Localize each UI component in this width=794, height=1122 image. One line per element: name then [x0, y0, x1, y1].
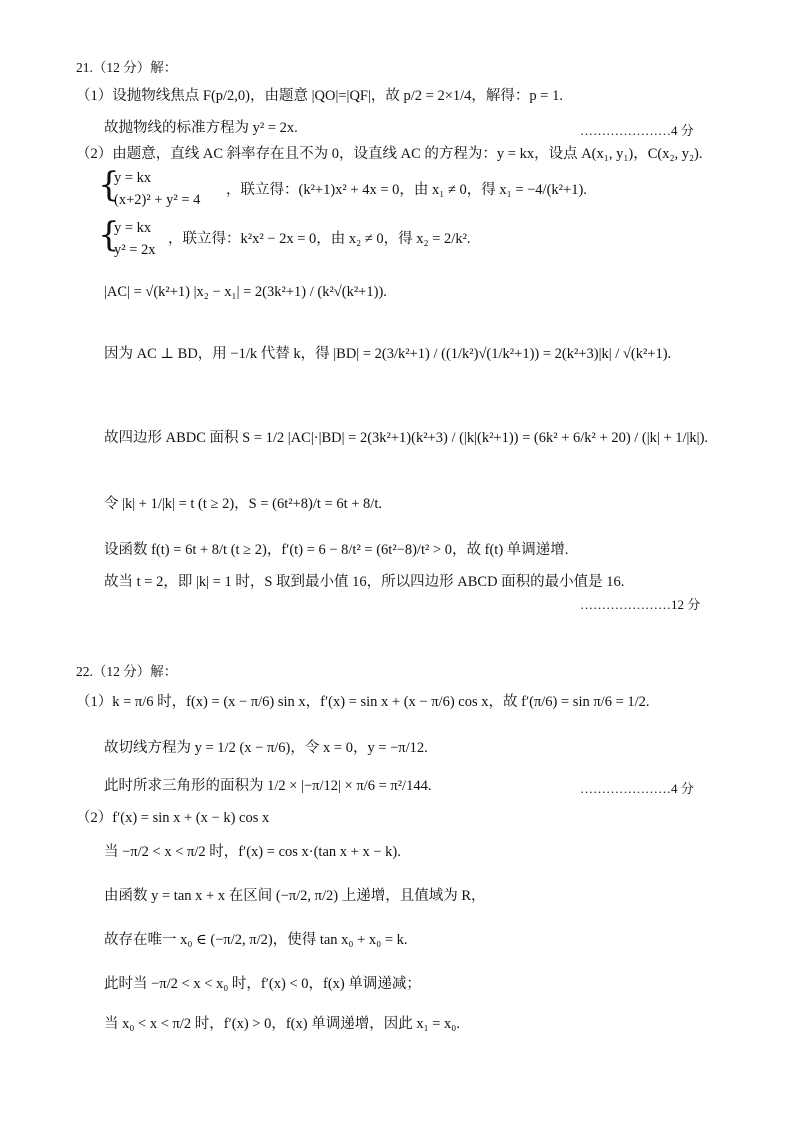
q21-function-monotonic: 设函数 f(t) = 6t + 8/t (t ≥ 2)，f′(t) = 6 − 8/t² = (6t²−8)/t² > 0，故 f(t) 单调递增.: [104, 542, 569, 558]
q22-part2-line3: 由函数 y = tan x + x 在区间 (−π/2, π/2) 上递增，且值域为 R，: [104, 888, 486, 904]
q21-ac-length: |AC| = √(k²+1) |x₂ − x₁| = 2(3k²+1) / (k²√(k²+1)).: [104, 284, 387, 300]
system-brace-1: {: [98, 165, 120, 205]
q21-part1-line2: 故抛物线的标准方程为 y² = 2x.: [104, 120, 298, 136]
q21-bd-length: 因为 AC ⊥ BD，用 −1/k 代替 k，得 |BD| = 2(3/k²+1) / ((1/k²)√(1/k²+1)) = 2(k²+3)|k| / √(k²+1).: [104, 346, 672, 362]
q21-part1-line1: （1）设抛物线焦点 F(p/2,0)，由题意 |QO|=|QF|，故 p/2 = 2×1/4，解得：p = 1.: [76, 88, 563, 104]
q22-part2-line6: 当 x₀ < x < π/2 时，f′(x) > 0，f(x) 单调递增，因此 x₁ = x₀.: [104, 1016, 460, 1032]
q21-header: 21.（12 分）解：: [76, 60, 178, 75]
q21-system1-text: ，联立得：(k²+1)x² + 4x = 0，由 x₁ ≠ 0，得 x₁ = −4/(k²+1).: [226, 182, 587, 198]
q21-system2-eq1: y = kx: [114, 220, 152, 236]
q22-header: 22.（12 分）解：: [76, 664, 178, 679]
q21-system1-eq1: y = kx: [114, 170, 152, 186]
q22-part2-line2: 当 −π/2 < x < π/2 时，f′(x) = cos x·(tan x + x − k).: [104, 844, 401, 860]
q22-part2-line5: 此时当 −π/2 < x < x₀ 时，f′(x) < 0，f(x) 单调递减；: [104, 976, 421, 992]
q21-substitution: 令 |k| + 1/|k| = t (t ≥ 2)，S = (6t²+8)/t = 6t + 8/t.: [104, 496, 382, 512]
q22-part1-line3: 此时所求三角形的面积为 1/2 × |−π/12| × π/6 = π²/144.: [104, 778, 432, 794]
q21-system2-text: ，联立得：k²x² − 2x = 0，由 x₂ ≠ 0，得 x₂ = 2/k².: [168, 231, 471, 247]
q22-part2-line1: （2）f′(x) = sin x + (x − k) cos x: [76, 810, 270, 826]
q21-score-12: …………………12 分: [580, 597, 701, 612]
q21-part2-line1: （2）由题意，直线 AC 斜率存在且不为 0，设直线 AC 的方程为：y = kx，设点 A(x₁, y₁)，C(x₂, y₂).: [76, 146, 703, 162]
q22-part1-line1: （1）k = π/6 时，f(x) = (x − π/6) sin x，f′(x) = sin x + (x − π/6) cos x，故 f′(π/6) = sin π/6 = 1/2.: [76, 694, 650, 710]
q21-conclusion: 故当 t = 2，即 |k| = 1 时，S 取到最小值 16，所以四边形 ABCD 面积的最小值是 16.: [104, 574, 625, 590]
system-brace-2: {: [98, 215, 120, 255]
q22-part1-line2: 故切线方程为 y = 1/2 (x − π/6)，令 x = 0，y = −π/12.: [104, 740, 428, 756]
q21-area: 故四边形 ABDC 面积 S = 1/2 |AC|·|BD| = 2(3k²+1)(k²+3) / (|k|(k²+1)) = (6k² + 6/k² + 20) / (|k| + 1/|k|).: [104, 430, 709, 446]
q21-system2-eq2: y² = 2x: [114, 242, 156, 258]
q21-score-4: …………………4 分: [580, 123, 694, 138]
q21-system1-eq2: (x+2)² + y² = 4: [114, 192, 201, 208]
q22-part2-line4: 故存在唯一 x₀ ∈ (−π/2, π/2)，使得 tan x₀ + x₀ = k.: [104, 932, 408, 948]
q22-score-4: …………………4 分: [580, 781, 694, 796]
